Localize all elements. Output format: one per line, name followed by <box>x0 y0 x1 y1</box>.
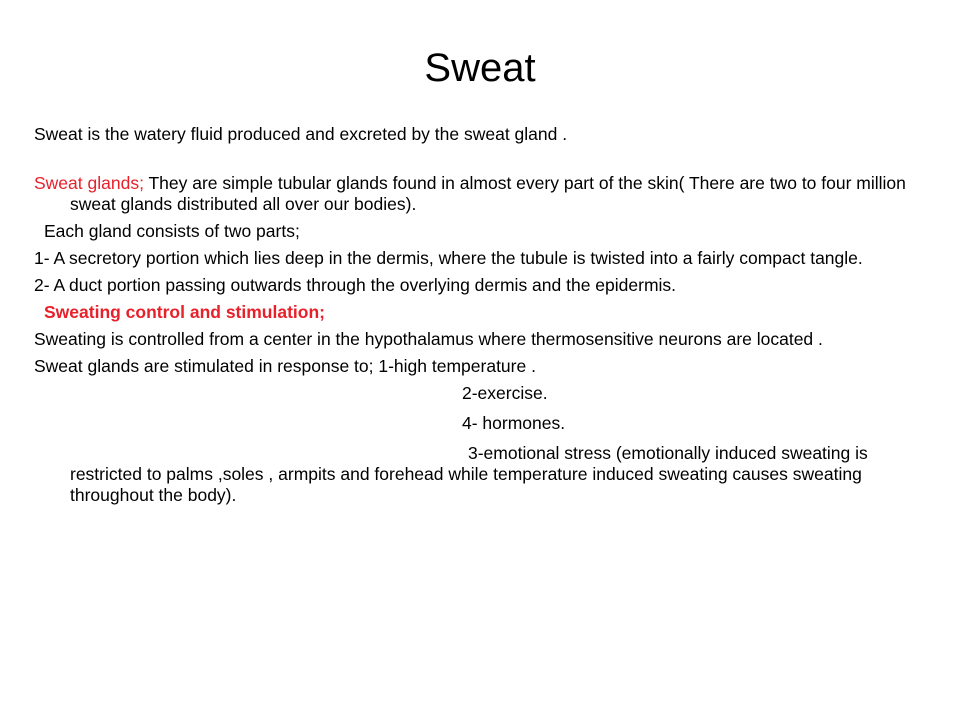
parts-intro: Each gland consists of two parts; <box>44 221 300 241</box>
part-1: 1- A secretory portion which lies deep in the dermis, where the tubule is twisted into a fairly compact tangle. <box>34 248 863 268</box>
stimuli-intro: Sweat glands are stimulated in response to; 1-high temperature . <box>34 356 536 376</box>
stimulus-item: 4- hormones. <box>462 413 566 433</box>
glands-label: Sweat glands; <box>34 173 144 193</box>
glands-paragraph <box>34 173 914 215</box>
stimulus-item: 2-exercise. <box>462 383 548 403</box>
part-2: 2- A duct portion passing outwards through the overlying dermis and the epidermis. <box>34 275 677 295</box>
control-heading: Sweating control and stimulation; <box>44 302 325 322</box>
slide-title: Sweat <box>424 46 536 90</box>
stimulus-item: 3-emotional stress (emotionally induced sweating is restricted to palms ,soles , armpits and forehead while temperature induced sweating causes sweating throughout the body). <box>70 443 868 505</box>
control-paragraph: Sweating is controlled from a center in the hypothalamus where thermosensitive neurons are located . <box>34 329 823 349</box>
definition-paragraph: Sweat is the watery fluid produced and excreted by the sweat gland . <box>34 124 568 144</box>
glands-text: They are simple tubular glands found in almost every part of the skin( There are two to four million sweat glands distributed all over our bodies). <box>70 173 906 214</box>
slide-body <box>34 124 914 506</box>
